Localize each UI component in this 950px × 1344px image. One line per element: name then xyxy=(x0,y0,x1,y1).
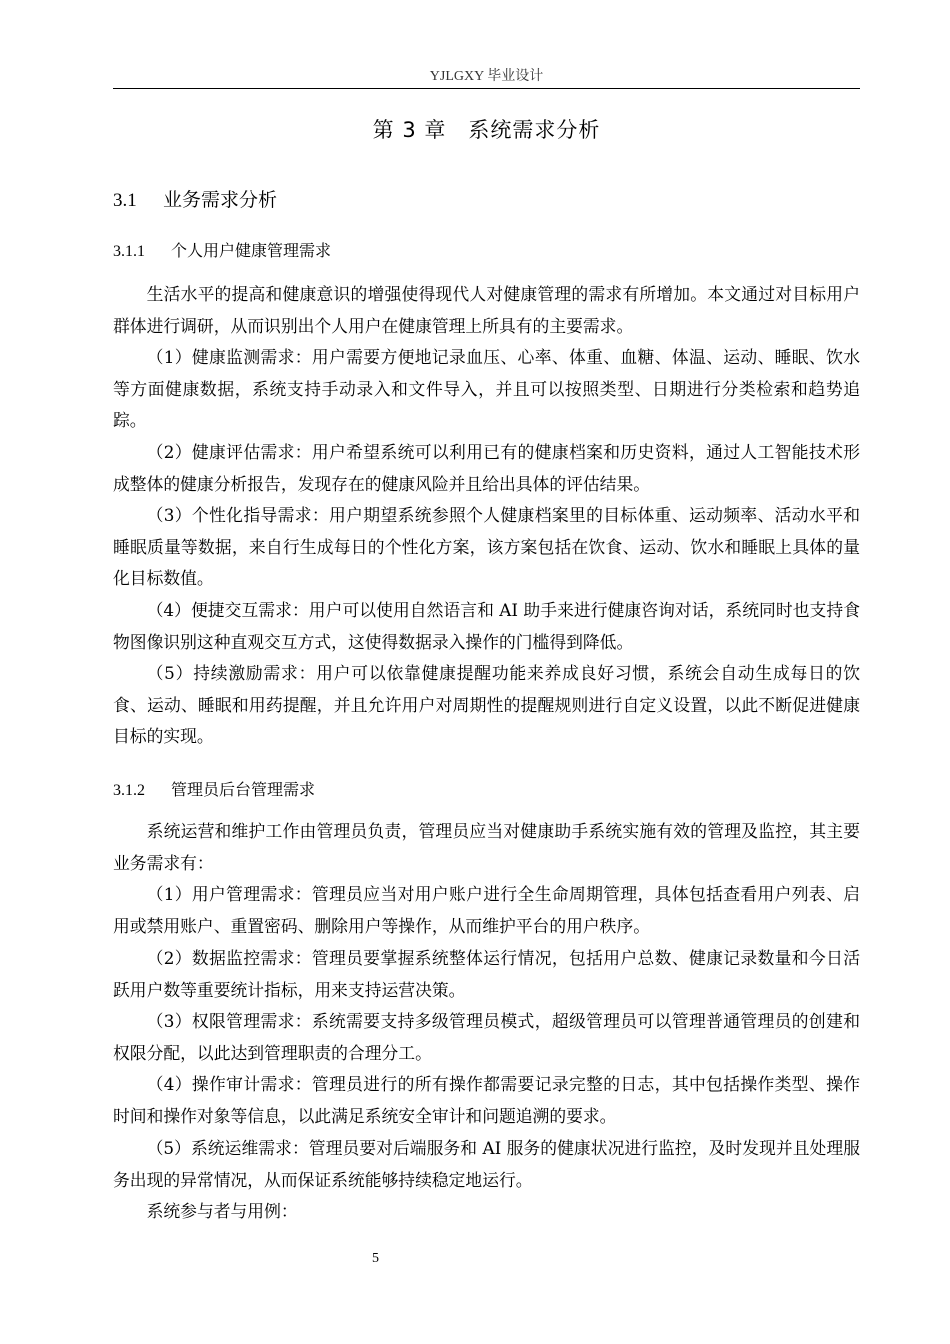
subsection-number: 3.1.1 xyxy=(113,243,145,260)
paragraph-intro-3-1-2: 系统运营和维护工作由管理员负责，管理员应当对健康助手系统实施有效的管理及监控，其主要业务需求有： xyxy=(113,821,860,873)
paragraph-intro-3-1-1: 生活水平的提高和健康意识的增强使得现代人对健康管理的需求有所增加。本文通过对目标用户群体进行调研，从而识别出个人用户在健康管理上所具有的主要需求。 xyxy=(113,284,860,336)
header-rule xyxy=(113,88,860,89)
paragraph-item: （2）数据监控需求：管理员要掌握系统整体运行情况，包括用户总数、健康记录数量和今日活跃用户数等重要统计指标，用来支持运营决策。 xyxy=(113,948,860,1000)
paragraph-item: （2）健康评估需求：用户希望系统可以利用已有的健康档案和历史资料，通过人工智能技术形成整体的健康分析报告，发现存在的健康风险并且给出具体的评估结果。 xyxy=(113,442,860,494)
subsection-heading-3-1-2 xyxy=(113,779,315,802)
subsection-title: 管理员后台管理需求 xyxy=(171,780,316,799)
paragraph-item: （5）系统运维需求：管理员要对后端服务和 AI 服务的健康状况进行监控，及时发现并且处理服务出现的异常情况，从而保证系统能够持续稳定地运行。 xyxy=(113,1138,860,1190)
paragraph-item: （5）持续激励需求：用户可以依靠健康提醒功能来养成良好习惯，系统会自动生成每日的饮食、运动、睡眠和用药提醒，并且允许用户对周期性的提醒规则进行自定义设置，以此不断促进健康目标的实现。 xyxy=(113,663,860,747)
page-number: 5 xyxy=(372,1251,379,1266)
paragraph-item: （3）权限管理需求：系统需要支持多级管理员模式，超级管理员可以管理普通管理员的创建和权限分配，以此达到管理职责的合理分工。 xyxy=(113,1011,860,1063)
section-number: 3.1 xyxy=(113,190,137,211)
paragraph-item: （4）操作审计需求：管理员进行的所有操作都需要记录完整的日志，其中包括操作类型、操作时间和操作对象等信息，以此满足系统安全审计和问题追溯的要求。 xyxy=(113,1074,860,1126)
section-heading-3-1 xyxy=(113,187,277,214)
paragraph-item: （3）个性化指导需求：用户期望系统参照个人健康档案里的目标体重、运动频率、活动水平和睡眠质量等数据，来自行生成每日的个性化方案，该方案包括在饮食、运动、饮水和睡眠上具体的量化目标数值。 xyxy=(113,505,860,589)
paragraph-closing: 系统参与者与用例： xyxy=(146,1201,298,1221)
subsection-heading-3-1-1 xyxy=(113,240,331,263)
subsection-title: 个人用户健康管理需求 xyxy=(171,241,332,260)
running-header: YJLGXY 毕业设计 xyxy=(429,69,544,84)
chapter-title: 第 3 章 系统需求分析 xyxy=(372,118,601,142)
paragraph-item: （4）便捷交互需求：用户可以使用自然语言和 AI 助手来进行健康咨询对话，系统同时也支持食物图像识别这种直观交互方式，这使得数据录入操作的门槛得到降低。 xyxy=(113,600,860,652)
paragraph-item: （1）用户管理需求：管理员应当对用户账户进行全生命周期管理，具体包括查看用户列表、启用或禁用账户、重置密码、删除用户等操作，从而维护平台的用户秩序。 xyxy=(113,884,860,936)
subsection-number: 3.1.2 xyxy=(113,782,145,799)
section-title: 业务需求分析 xyxy=(163,189,278,211)
paragraph-item: （1）健康监测需求：用户需要方便地记录血压、心率、体重、血糖、体温、运动、睡眠、饮水等方面健康数据，系统支持手动录入和文件导入，并且可以按照类型、日期进行分类检索和趋势追踪。 xyxy=(113,347,860,431)
